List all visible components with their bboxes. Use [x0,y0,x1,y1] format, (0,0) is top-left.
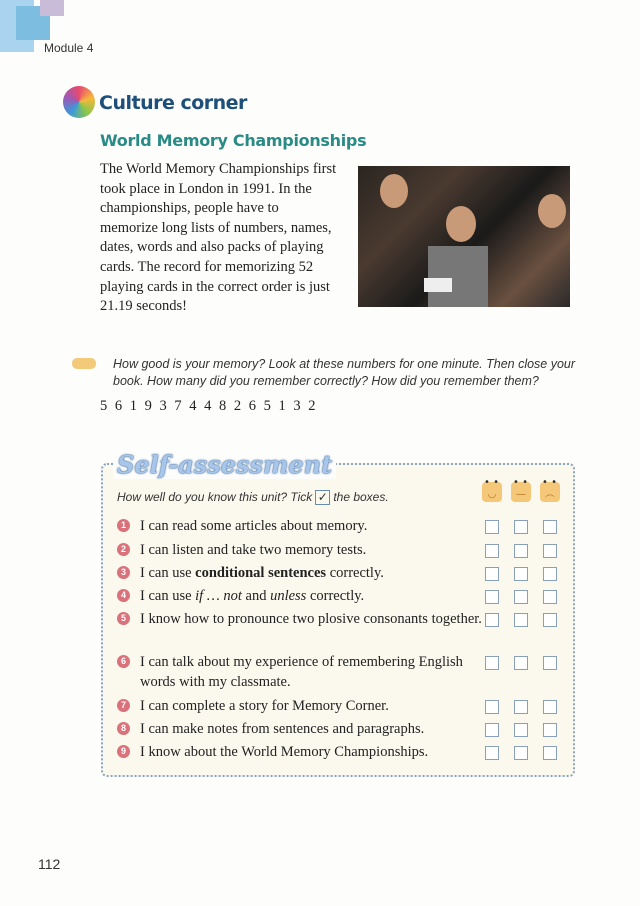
assessment-item [117,516,490,536]
item-number-badge: 7 [117,699,130,712]
checkbox-ok[interactable] [514,590,528,604]
item-text-segment: I know about the World Memory Championships. [140,744,429,760]
assessment-item [117,719,490,739]
checkbox-poor[interactable] [543,590,557,604]
self-assessment-instruction [117,490,389,505]
checkbox-ok[interactable] [514,746,528,760]
neutral-face-icon: • • — [511,482,531,502]
item-text-segment: I can use [140,565,196,581]
item-text-segment: correctly. [326,565,384,581]
checkbox-poor[interactable] [543,613,557,627]
item-text [140,540,490,560]
item-text [140,563,490,583]
checkbox-good[interactable] [485,590,499,604]
item-text [140,516,490,536]
item-text-segment: I can listen and take two memory tests. [140,542,367,558]
checkbox-ok[interactable] [514,700,528,714]
instruction-text: How well do you know this unit? Tick [117,490,313,504]
checkbox-poor[interactable] [543,656,557,670]
item-text [140,652,490,692]
item-text-segment: I can complete a story for Memory Corner. [140,698,389,714]
checkbox-ok[interactable] [514,520,528,534]
instruction-text: the boxes. [333,490,389,504]
item-text-segment: I can make notes from sentences and paragraphs. [140,721,425,737]
checkbox-ok[interactable] [514,544,528,558]
item-text [140,696,490,716]
item-number-badge: 1 [117,519,130,532]
item-number-badge: 6 [117,655,130,668]
item-text-segment: conditional sentences [195,565,327,581]
championship-photo [358,166,570,307]
item-number-badge: 9 [117,745,130,758]
checkbox-good[interactable] [485,746,499,760]
article-text: The World Memory Championships first took place in London in 1991. In the championships, people have to memorize long lists of numbers, names, dates, words and also packs of playing cards. The record for memorizing 52 playing cards in the correct order is just 21.19 seconds! [100,161,337,315]
checkbox-poor[interactable] [543,723,557,737]
activity-marker-icon [72,358,96,369]
item-text [140,742,490,762]
item-text-segment: I can use [140,588,196,604]
checkbox-ok[interactable] [514,656,528,670]
checkbox-poor[interactable] [543,746,557,760]
checkbox-good[interactable] [485,520,499,534]
checkbox-poor[interactable] [543,544,557,558]
assessment-item [117,696,490,716]
assessment-item [117,652,490,692]
section-title: Culture corner [99,92,247,114]
checkbox-good[interactable] [485,723,499,737]
assessment-item [117,742,490,762]
culture-corner-icon [63,86,95,118]
item-number-badge: 4 [117,589,130,602]
item-text-segment: I can talk about my experience of remembering English words with my classmate. [140,654,463,690]
item-text [140,719,490,739]
checkbox-poor[interactable] [543,700,557,714]
checkbox-ok[interactable] [514,723,528,737]
item-text-segment: I can read some articles about memory. [140,518,368,534]
item-number-badge: 8 [117,722,130,735]
sad-face-icon: • • ︵ [540,482,560,502]
checkbox-good[interactable] [485,656,499,670]
checkbox-good[interactable] [485,613,499,627]
item-text-segment: correctly. [306,588,365,604]
item-text [140,609,490,629]
happy-face-icon: • • ◡ [482,482,502,502]
checkbox-poor[interactable] [543,567,557,581]
number-sequence: 5 6 1 9 3 7 4 4 8 2 6 5 1 3 2 [100,398,318,414]
checkbox-ok[interactable] [514,613,528,627]
self-assessment-title: Self-assessment [113,450,336,479]
tick-icon: ✓ [315,490,330,505]
assessment-item [117,540,490,560]
assessment-item [117,563,490,583]
checkbox-ok[interactable] [514,567,528,581]
assessment-item [117,609,490,629]
checkbox-good[interactable] [485,700,499,714]
item-text-segment: I know how to pronounce two plosive consonants together. [140,611,482,627]
item-text-segment: if … not [195,588,242,604]
checkbox-poor[interactable] [543,520,557,534]
checkbox-good[interactable] [485,567,499,581]
checkbox-good[interactable] [485,544,499,558]
item-number-badge: 2 [117,543,130,556]
assessment-item [117,586,490,606]
corner-decoration [40,0,64,16]
item-text [140,586,490,606]
page-number: 112 [38,856,61,872]
module-label: Module 4 [44,41,94,55]
item-text-segment: unless [270,588,307,604]
item-number-badge: 5 [117,612,130,625]
activity-question: How good is your memory? Look at these numbers for one minute. Then close your book. How many did you remember correctly? How did you remember them? [113,357,576,388]
item-text-segment: and [241,588,271,604]
item-number-badge: 3 [117,566,130,579]
article-title: World Memory Championships [100,131,367,150]
